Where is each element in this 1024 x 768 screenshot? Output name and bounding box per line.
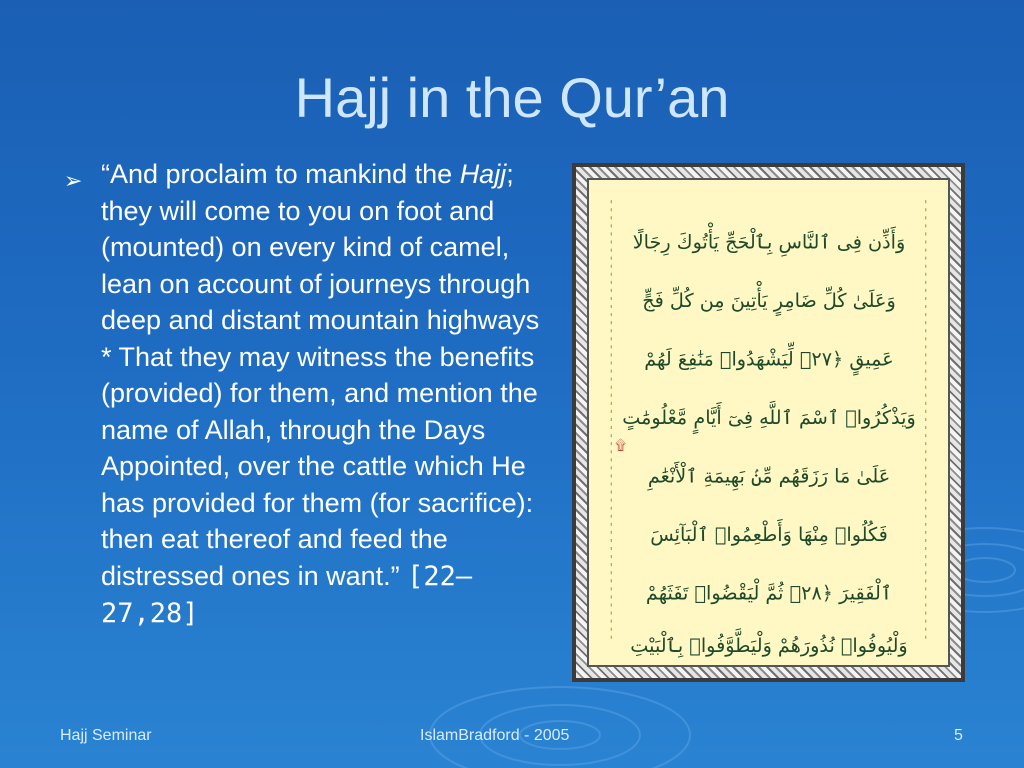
quote-body	[101, 156, 549, 633]
footer-seminar-label: Hajj Seminar	[60, 727, 152, 744]
quran-ornamental-border	[576, 167, 961, 678]
slide-page-number: 5	[954, 727, 963, 744]
quran-verse-line-1: وَأَذِّن فِى ٱلنَّاسِ بِٱلْحَجِّ يَأْتُوكَ رِجَالًا	[632, 230, 906, 254]
quran-verse-line-6: فَكُلُوا۟ مِنْهَا وَأَطْعِمُوا۟ ٱلْبَآئِسَ	[650, 523, 888, 546]
sajdah-mark-icon: ۩	[615, 438, 627, 455]
quran-verse-line-4: وَيَذْكُرُوا۟ ٱسْمَ ٱللَّهِ فِىٓ أَيَّامٍ مَّعْلُومَٰتٍ	[622, 406, 916, 430]
quran-verse-line-3: عَمِيقٍ ﴿٢٧﴾ لِّيَشْهَدُوا۟ مَنَٰفِعَ لَهُمْ	[644, 347, 894, 371]
quran-verses-svg	[589, 180, 948, 665]
verse-reference: [22–27,28]	[101, 560, 473, 629]
quran-text-panel	[587, 178, 950, 667]
quran-verse-line-5: عَلَىٰ مَا رَزَقَهُم مِّنۢ بَهِيمَةِ ٱلْأَنْعَٰمِ	[647, 464, 891, 488]
bullet-arrow-icon: ➢	[64, 168, 83, 193]
quote-text-rest: ; they will come to you on foot and (mounted) on every kind of camel, lean on account of journeys through deep and distant mountain highways * That they may witness the benefits (provided) for them, and mention the name of Allah, through the Days Appointed, over the cattle which He has provided for them (for sacrifice): then eat thereof and feed the distressed ones in want.”	[101, 159, 540, 591]
slide-title: Hajj in the Qur’an	[294, 66, 730, 129]
footer-organization-label: IslamBradford - 2005	[420, 727, 570, 744]
quran-page-image	[572, 163, 965, 682]
quran-verse-line-7: ٱلْفَقِيرَ ﴿٢٨﴾ ثُمَّ لْيَقْضُوا۟ تَفَثَهُمْ	[645, 581, 893, 605]
quran-verse-line-2: وَعَلَىٰ كُلِّ ضَامِرٍ يَأْتِينَ مِن كُلِّ فَجٍّ	[642, 289, 896, 313]
quote-text-start: “And proclaim to mankind the	[101, 159, 460, 189]
quote-text-italic: Hajj	[459, 159, 507, 189]
quran-verse-line-8: وَلْيُوفُوا۟ نُذُورَهُمْ وَلْيَطَّوَّفُوا۟ بِٱلْبَيْتِ	[630, 633, 908, 657]
